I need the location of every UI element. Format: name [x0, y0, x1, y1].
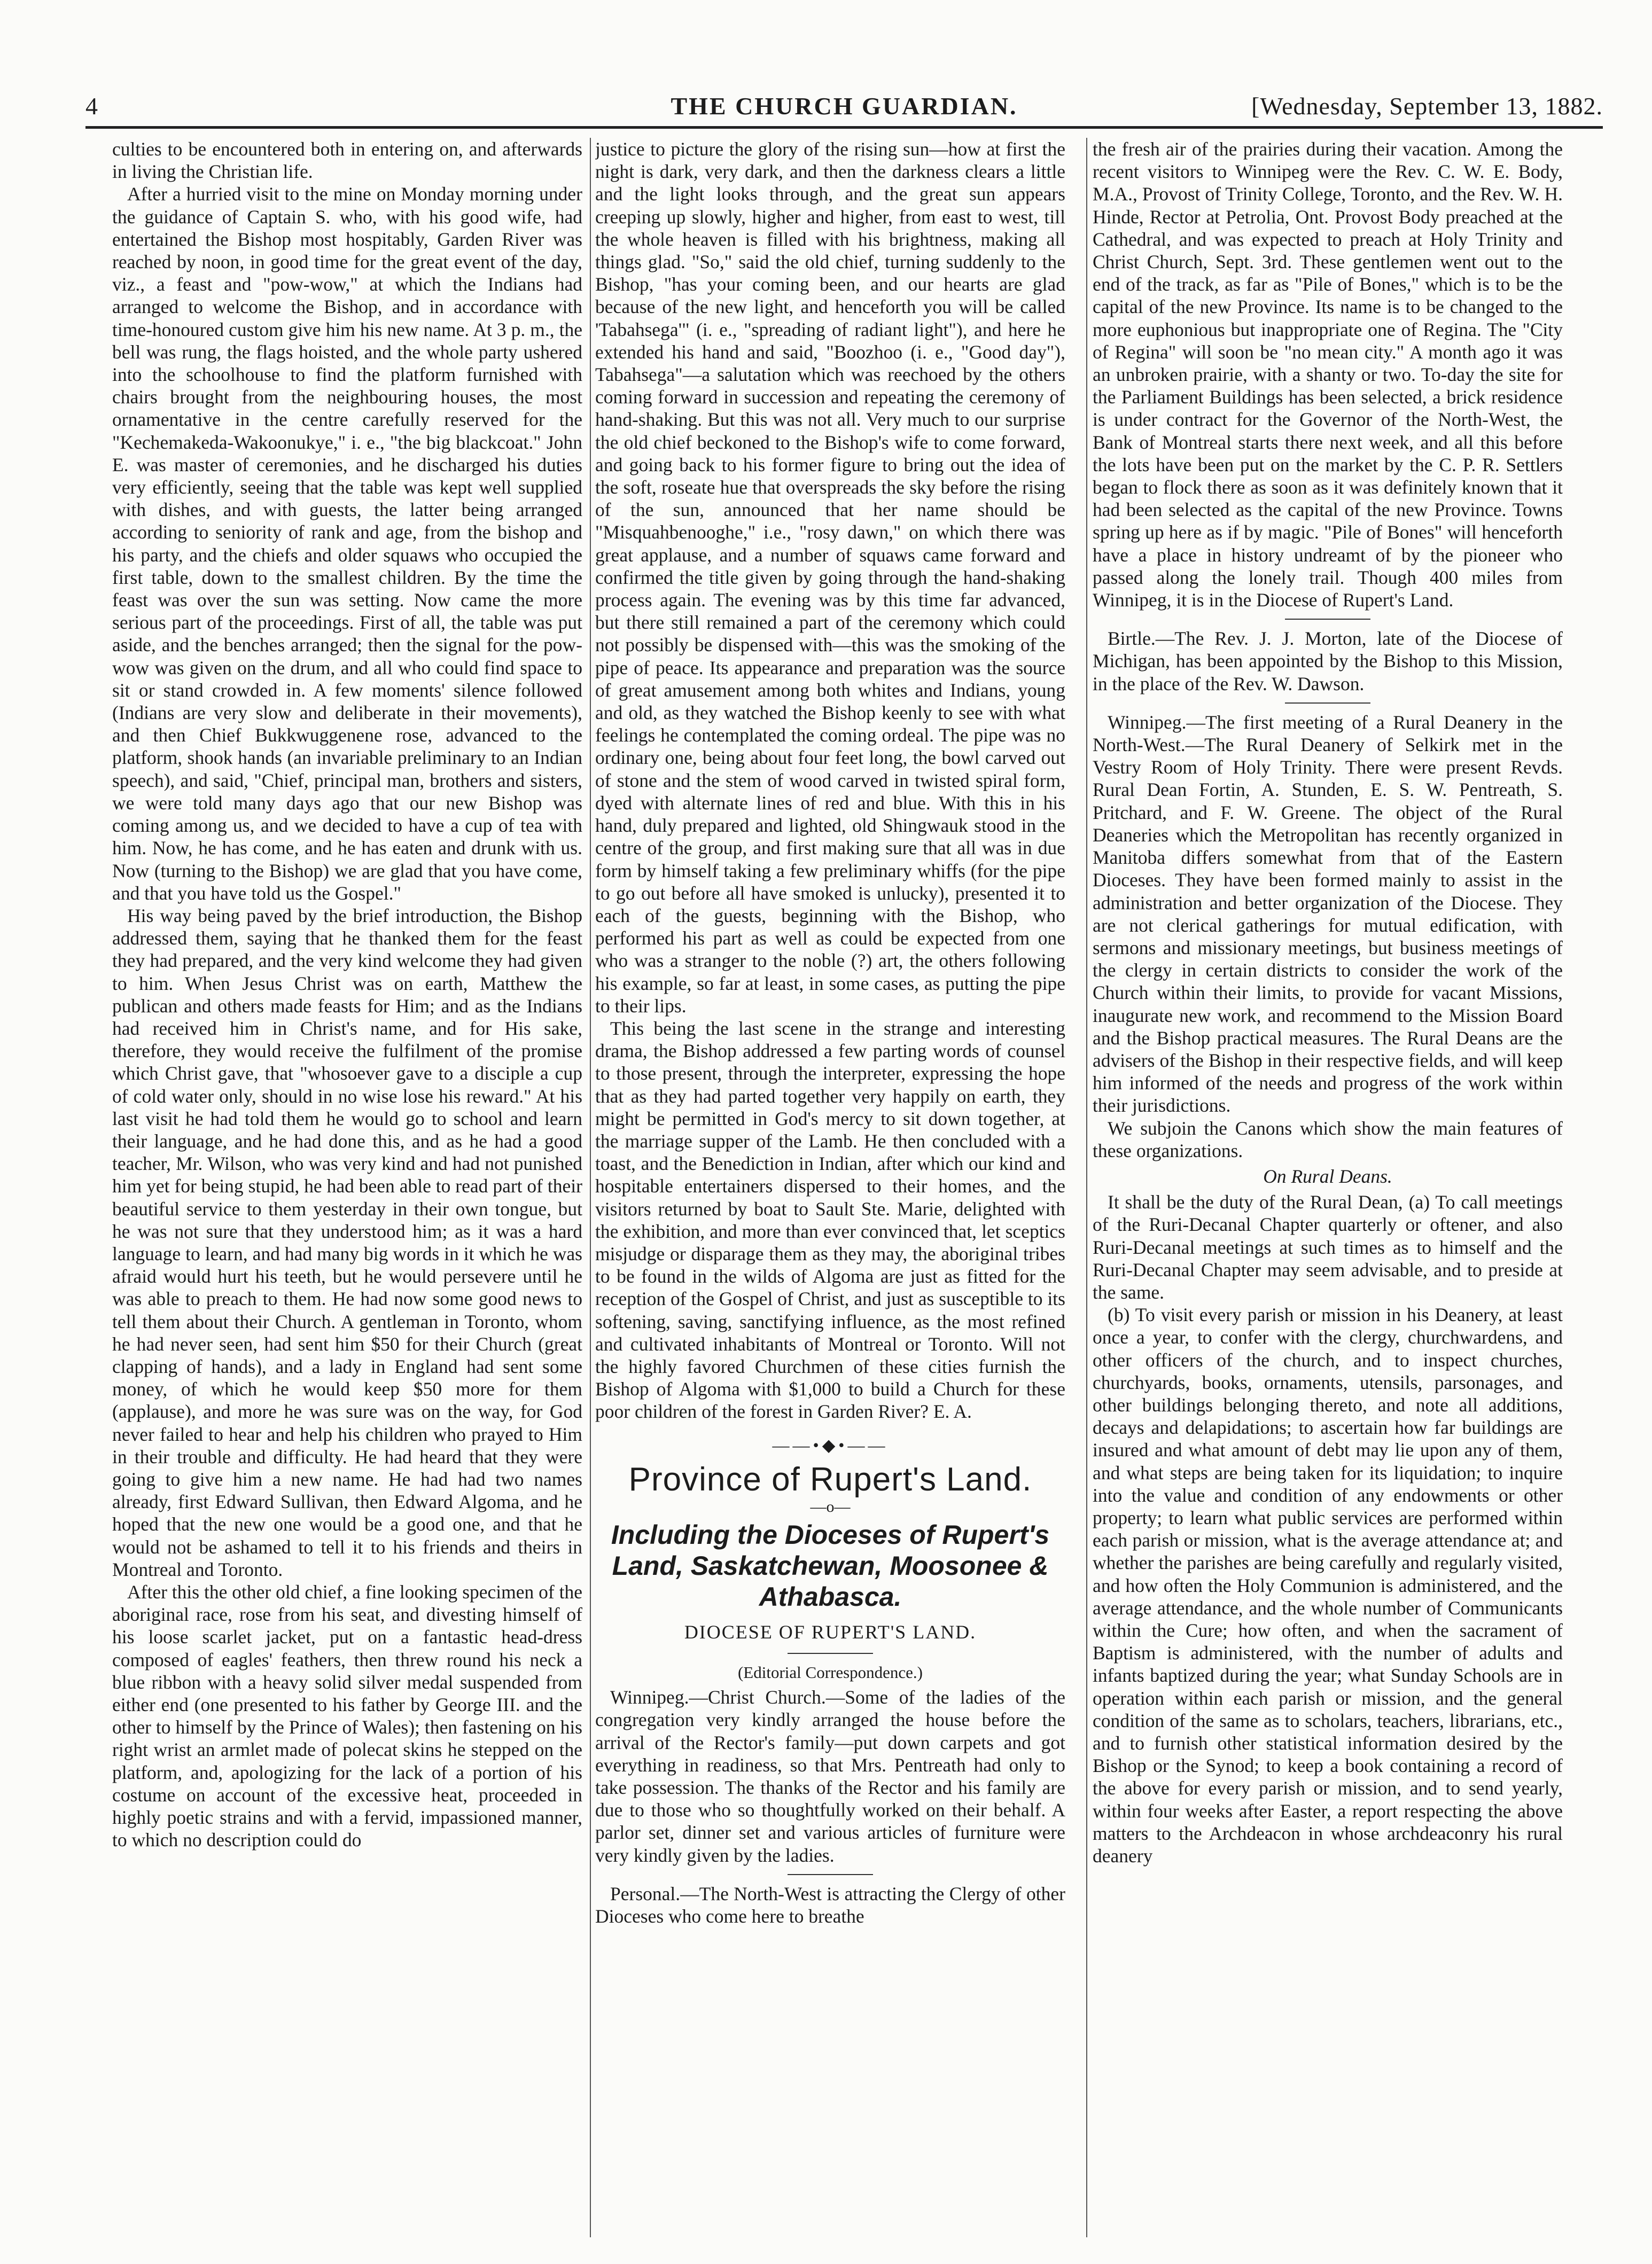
- column-3: [1093, 138, 1563, 2237]
- short-rule: [1285, 619, 1370, 620]
- article-paragraph: justice to picture the glory of the rising sun—how at first the night is dark, very dark, and then the darkness clears a little and the light looks through, and the great sun appears creeping up slowly, higher and higher, from east to west, till the whole heaven is filled with his brightness, making all things glad. "So," said the old chief, turning suddenly to the Bishop, "has your coming been, and our hearts are glad because of the new light, and henceforth you will be called 'Tabahsega'" (i. e., "spreading of radiant light"), and here he extended his hand and said, "Boozhoo (i. e., "Good day"), Tabahsega"—a salutation which was reechoed by the others coming forward in succession and repeating the ceremony of hand-shaking. But this was not all. Very much to our surprise the old chief beckoned to the Bishop's wife to come forward, and going back to his former figure to bring out the idea of the soft, roseate hue that overspreads the sky before the rising of the sun, announced that her name should be "Misquahbenooghe," i.e., "rosy dawn," on which there was great applause, and a number of squaws came forward and confirmed the title given by going through the hand-shaking process again. The evening was by this time far advanced, but there still remained a part of the ceremony which could not possibly be dispensed with—this was the smoking of the pipe of peace. Its appearance and preparation was the source of great amusement among both whites and Indians, young and old, as they watched the Bishop keenly to see with what feelings he contemplated the coming ordeal. The pipe was no ordinary one, being about four feet long, the bowl carved out of stone and the stem of wood carved in twisted spiral form, dyed with alternate lines of red and blue. With this in his hand, duly prepared and lighted, old Shingwauk stood in the centre of the group, and first making sure that all was in due form by himself taking a few preliminary whiffs (for the pipe to go out before all have smoked is unlucky), presented it to each of the guests, beginning with the Bishop, who performed his part as well as could be expected from one who was a stranger to the noble (?) art, the others following his example, so far at least, in some cases, as putting the pipe to their lips.: [595, 138, 1065, 1017]
- canon-paragraph: (b) To visit every parish or mission in his Deanery, at least once a year, to confer with the clergy, churchwardens, and other officers of the church, and to inspect churches, churchyards, books, ornaments, utensils, parsonages, and other buildings belonging thereto, and note all additions, decays and delapidations; to ascertain how far buildings are insured and what amount of debt may lie upon any of them, and what steps are being taken for its liquidation; to inquire into the value and condition of any endowments or other property; to learn what public services are performed within each parish or mission, what is the average attendance at; and whether the parishes are being carefully and regularly visited, and how often the Holy Communion is administered, and the average attendance, and the whole number of Communicants within the Cure; how often, and when the sacrament of Baptism is administered, with the number of adults and infants baptized during the year; what Sunday Schools are in operation within each parish or mission, and the general condition of the same as to scholars, teachers, librarians, etc., and to furnish other statistical information desired by the Bishop or the Synod; to keep a book containing a record of the above for every parish or mission, and to send yearly, within four weeks after Easter, a report respecting the above matters to the Archdeacon in whose archdeaconry his rural deanery: [1093, 1304, 1563, 1867]
- article-paragraph: We subjoin the Canons which show the main features of these organizations.: [1093, 1117, 1563, 1161]
- page-number: 4: [85, 92, 98, 120]
- section-dash: —o—: [810, 1497, 851, 1516]
- column-divider: [1086, 138, 1087, 2237]
- article-paragraph: Winnipeg.—Christ Church.—Some of the ladies of the congregation very kindly arranged the house before the arrival of the Rector's family—put down carpets and got everything in readiness, so that Mrs. Pentreath had only to take possession. The thanks of the Rector and his family are due to those who so thoughtfully worked on their behalf. A parlor set, dinner set and various articles of furniture were very kindly given by the ladies.: [595, 1687, 1065, 1866]
- short-rule: [788, 1874, 873, 1875]
- short-rule: [1285, 702, 1370, 704]
- article-paragraph: culties to be encountered both in entering on, and afterwards in living the Christian life.: [112, 138, 582, 183]
- article-paragraph: Birtle.—The Rev. J. J. Morton, late of the Diocese of Michigan, has been appointed by the Bishop to this Mission, in the place of the Rev. W. Dawson.: [1093, 628, 1563, 694]
- article-paragraph: the fresh air of the prairies during their vacation. Among the recent visitors to Winnipeg were the Rev. C. W. E. Body, M.A., Provost of Trinity College, Toronto, and the Rev. W. H. Hinde, Rector at Petrolia, Ont. Provost Body preached at the Cathedral, and was expected to preach at Holy Trinity and Christ Church, Sept. 3rd. These gentlemen went out to the end of the track, as far as "Pile of Bones," which is to be the capital of the new Province. Its name is to be changed to the more euphonious but inappropriate one of Regina. The "City of Regina" will soon be "no mean city." A month ago it was an unbroken prairie, with a shanty or two. To-day the site for the Parliament Buildings has been selected, a brick residence is under contract for the Governor of the North-West, the Bank of Montreal starts there next week, and all this before the lots have been put on the market by the C. P. R. Settlers began to flock there as soon as it was definitely known that it had been selected as the capital of the new Province. Towns spring up here as if by magic. "Pile of Bones" will henceforth have a place in history undreamt of by the pioneer who passed along the lonely trail. Though 400 miles from Winnipeg, it is in the Diocese of Rupert's Land.: [1093, 138, 1563, 611]
- issue-date: [Wednesday, September 13, 1882.: [1251, 92, 1603, 120]
- article-paragraph: After this the other old chief, a fine looking specimen of the aboriginal race, rose from his seat, and divesting himself of his loose scarlet jacket, put on a fantastic head-dress composed of eagles' feathers, then threw round his neck a blue ribbon with a heavy solid silver medal suspended from either end (one presented to his father by George III. and the other to himself by the Prince of Wales); then fastening on his right wrist an armlet made of polecat skins he stepped on the platform, and, apologizing for the lack of a portion of his costume on account of the excessive heat, proceeded in highly poetic strains and with a fervid, impassioned manner, to which no description could do: [112, 1581, 582, 1851]
- column-2: [595, 138, 1065, 2237]
- column-1: [112, 138, 582, 2237]
- ornamental-divider: ——•◆•——: [772, 1435, 889, 1455]
- short-rule: [788, 1653, 873, 1654]
- article-paragraph: After a hurried visit to the mine on Monday morning under the guidance of Captain S. who, with his good wife, had entertained the Bishop most hospitably, Garden River was reached by noon, in good time for the great event of the day, viz., a feast and "pow-wow," at which the Indians had arranged to welcome the Bishop, and in accordance with time-honoured custom give him his new name. At 3 p. m., the bell was rung, the flags hoisted, and the whole party ushered into the schoolhouse to find the platform furnished with chairs brought from the neighbouring houses, the most ornamentative in the centre carefully reserved for the "Kechemakeda-Wakoonukye," i. e., "the big blackcoat." John E. was master of ceremonies, and he discharged his duties very efficiently, seeing that the table was kept well supplied with dishes, and with guests, the latter being arranged according to seniority of rank and age, from the bishop and his party, and the chiefs and older squaws who occupied the first table, down to the smallest children. By the time the feast was over the sun was setting. Now came the more serious part of the proceedings. First of all, the table was put aside, and the benches arranged; then the signal for the pow-wow was given on the drum, and all who could find space to sit or stand crowded in. A few moments' silence followed (Indians are very slow and deliberate in their movements), and then Chief Bukkwuggenene rose, advanced to the platform, shook hands (an invariable preliminary to an Indian speech), and said, "Chief, principal man, brothers and sisters, we were told many days ago that our new Bishop was coming among us, and we decided to have a cup of tea with him. Now, he has come, and he has eaten and drunk with us. Now (turning to the Bishop) we are glad that you have come, and that you have told us the Gospel.": [112, 183, 582, 904]
- column-divider: [590, 138, 591, 2237]
- article-paragraph: Personal.—The North-West is attracting the Clergy of other Dioceses who come here to breathe: [595, 1883, 1065, 1927]
- section-title: Province of Rupert's Land.: [628, 1461, 1032, 1498]
- editorial-note: (Editorial Correspondence.): [737, 1662, 923, 1682]
- section-subtitle: Including the Dioceses of Rupert's Land, Saskatchewan, Moosonee & Athabasca.: [611, 1519, 1050, 1612]
- article-paragraph: His way being paved by the brief introduction, the Bishop addressed them, saying that he thanked them for the feast they had prepared, and the very kind welcome they had given to him. When Jesus Christ was on earth, Matthew the publican and others made feasts for Him; and as the Indians had received him in Christ's name, and for His sake, therefore, they would receive the fulfilment of the promise which Christ gave, that "whosoever gave to a disciple a cup of cold water only, should in no wise lose his reward." At his last visit he had told them he would go to school and learn their language, and he had done this, and as he had a good teacher, Mr. Wilson, who was very kind and had not punished him yet for being stupid, he had been able to read part of their beautiful service to them yesterday in their own tongue, but he was not sure that they understood him; as it was a hard language to learn, and had many big words in it which he was afraid would hurt his teeth, but he would persevere until he was able to preach to them. He had now some good news to tell them about their Church. A gentleman in Toronto, whom he had never seen, had sent him $50 for their Church (great clapping of hands), and a lady in England had sent some money, of which he would keep $50 more for them (applause), and more he was sure was on the way, for God never failed to hear and help his children who prayed to Him in their trouble and difficulty. He had heard that they were going to give him a new name. He had had two names already, first Edward Sullivan, then Edward Algoma, and he hoped that the new one would be a good one, and that he would not be ashamed to tell it to his friends and theirs in Montreal and Toronto.: [112, 904, 582, 1580]
- article-paragraph: Winnipeg.—The first meeting of a Rural Deanery in the North-West.—The Rural Deanery of Selkirk met in the Vestry Room of Holy Trinity. There were present Revds. Rural Dean Fortin, A. Stunden, E. S. W. Pentreath, S. Pritchard, and F. W. Greene. The object of the Rural Deaneries which the Metropolitan has recently organized in Manitoba differs somewhat from that of the Eastern Dioceses. They have been formed mainly to assist in the administration and better organization of the Diocese. They are not clerical gatherings for mutual edification, with sermons and missionary meetings, but business meetings of the clergy in certain districts to consider the work of the Church within their limits, to provide for vacant Missions, inaugurate new work, and recommend to the Mission Board and the Bishop practical measures. The Rural Deans are the advisers of the Bishop in their respective fields, and will keep him informed of the needs and progress of the work within their jurisdictions.: [1093, 711, 1563, 1117]
- page-header: [85, 85, 1603, 123]
- header-rule: [85, 126, 1603, 129]
- article-paragraph: This being the last scene in the strange and interesting drama, the Bishop addressed a few parting words of counsel to those present, through the interpreter, expressing the hope that as they had parted together very happily on earth, they might be permitted in God's mercy to sit down together, at the marriage supper of the Lamb. He then concluded with a toast, and the Benediction in Indian, after which our kind and hospitable entertainers dispersed to their homes, and the visitors returned by boat to Sault Ste. Marie, delighted with the exhibition, and more than ever convinced that, let sceptics misjudge or disparage them as they may, the aboriginal tribes to be found in the wilds of Algoma are just as fitted for the reception of the Gospel of Christ, and just as susceptible to its softening, saving, sanctifying influence, as the most refined and cultivated inhabitants of Montreal or Toronto. Will not the highly favored Churchmen of these cities furnish the Bishop of Algoma with $1,000 to build a Church for these poor children of the forest in Garden River? E. A.: [595, 1017, 1065, 1423]
- masthead-title: THE CHURCH GUARDIAN.: [671, 92, 1018, 120]
- canon-heading: On Rural Deans.: [1263, 1165, 1392, 1187]
- canon-paragraph: It shall be the duty of the Rural Dean, (a) To call meetings of the Ruri-Decanal Chapter quarterly or oftener, and also Ruri-Decanal meetings at such times as to himself and the Ruri-Decanal Chapter may seem advisable, and to preside at the same.: [1093, 1191, 1563, 1303]
- diocese-heading: DIOCESE OF RUPERT'S LAND.: [684, 1621, 977, 1643]
